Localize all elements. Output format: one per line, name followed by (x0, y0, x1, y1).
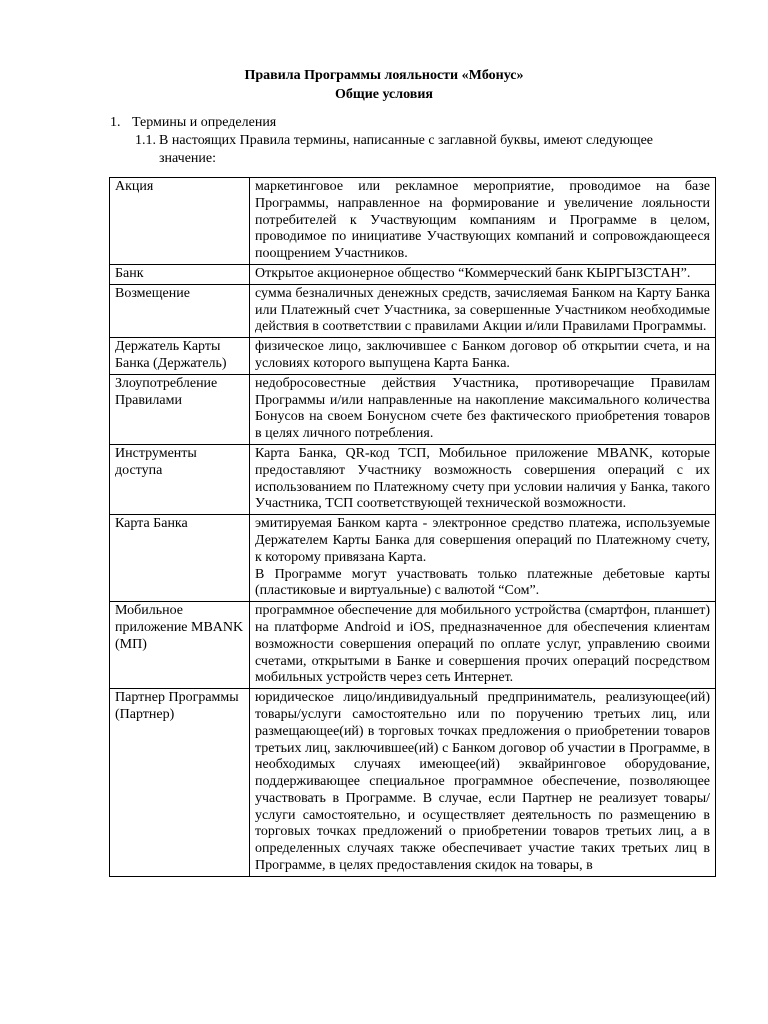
table-row (110, 602, 716, 689)
subsection-text-line-1: В настоящих Правила термины, написанные с заглавной буквы, имеют следующее (159, 133, 654, 148)
title-line-2: Общие условия (335, 87, 433, 102)
definition-paragraph: Открытое акционерное общество “Коммерческий банк КЫРГЫЗСТАН”. (255, 265, 691, 281)
term-cell: Держатель Карты Банка (Держатель) (110, 338, 250, 375)
section-number: 1. (110, 115, 121, 130)
table-row (110, 515, 716, 602)
term-cell: Акция (110, 178, 250, 265)
table-row (110, 264, 716, 284)
definition-paragraph: юридическое лицо/индивидуальный предприниматель, реализующее(ий) товары/услуги самостоятельно или по поручению третьих лиц, или размещающее(ий) в торговых точках предложения о приобретении товаров третьих лиц, заключившее(ий) с Банком договор об участии в Программе, в необходимых случаях имеющее(ий) эквайринговое оборудование, поддерживающее специальное программное обеспечение, позволяющее участвовать в Программе. В случае, если Партнер не реализует товары/услуги самостоятельно, и осуществляет деятельность по размещению в торговых точках предложений о приобретении товаров третьих лиц, а в определенных случаях также обеспечивает участие таких третьих лиц в Программе, в целях предоставления скидок на товары, в (255, 690, 710, 874)
terms-table (109, 177, 716, 877)
definition-cell (250, 689, 716, 877)
definition-paragraph: сумма безналичных денежных средств, зачисляемая Банком на Карту Банка или Платежный счет Участника, за совершенные Участником необходимые действия в соответствии с правилами Акции и/или Правилами Программы. (255, 285, 710, 335)
definition-cell (250, 264, 716, 284)
term-cell: Партнер Программы (Партнер) (110, 689, 250, 877)
subsection-paragraph (135, 132, 715, 168)
subsection-text-line-2: значение: (159, 151, 217, 166)
term-cell: Мобильное приложение MBANK (МП) (110, 602, 250, 689)
definition-paragraph: Карта Банка, QR-код ТСП, Мобильное приложение MBANK, которые предоставляют Участнику возможность совершения операций с их использованием по Платежному счету при условии наличия у Банка, такого Участника, ТСП соответствующей технической возможности. (255, 445, 710, 512)
table-row (110, 178, 716, 265)
definition-paragraph: маркетинговое или рекламное мероприятие, проводимое на базе Программы, направленное на формирование и увеличение лояльности потребителей к Участвующим компаниям и Программе в целом, проводимое по инициативе Участвующих компаний и сопровождающееся поощрением Участников. (255, 179, 710, 262)
definition-paragraph: программное обеспечение для мобильного устройства (смартфон, планшет) на платформе Android и iOS, предназначенное для обеспечения клиентам возможности совершения операций по оплате услуг, управлению своими счетами, открытыми в Банке и совершения прочих операций посредством мобильных устройств через сеть Интернет. (255, 603, 710, 686)
term-cell: Злоупотребление Правилами (110, 374, 250, 444)
table-row (110, 284, 716, 337)
table-row (110, 338, 716, 375)
definition-cell (250, 515, 716, 602)
definition-cell (250, 284, 716, 337)
table-row (110, 374, 716, 444)
definition-cell (250, 178, 716, 265)
definition-paragraph: эмитируемая Банком карта - электронное средство платежа, используемые Держателем Карты Банка для совершения операций по Платежному счету, к которому привязана Карта. (255, 516, 710, 565)
table-row (110, 689, 716, 877)
definition-paragraph: В Программе могут участвовать только платежные дебетовые карты (пластиковые и виртуальные) с валютой “Сом”. (255, 566, 710, 599)
term-cell: Карта Банка (110, 515, 250, 602)
term-cell: Банк (110, 264, 250, 284)
title-line-1: Правила Программы лояльности «Мбонус» (244, 68, 524, 83)
terms-table-body (110, 178, 716, 877)
document-title (0, 66, 768, 104)
section-title: Термины и определения (132, 115, 277, 130)
definition-cell (250, 338, 716, 375)
definition-paragraph: физическое лицо, заключившее с Банком договор об открытии счета, и на условиях которого выпущена Карта Банка. (255, 339, 710, 371)
definition-cell (250, 444, 716, 514)
term-cell: Возмещение (110, 284, 250, 337)
definition-cell (250, 602, 716, 689)
table-row (110, 444, 716, 514)
subsection-number: 1.1. (135, 133, 156, 148)
definition-cell (250, 374, 716, 444)
term-cell: Инструменты доступа (110, 444, 250, 514)
definition-paragraph: недобросовестные действия Участника, противоречащие Правилам Программы и/или направленные на накопление максимального количества Бонусов на своем Бонусном счете без фактического приобретения товаров в целях личного потребления. (255, 375, 710, 442)
section-heading (110, 114, 276, 132)
